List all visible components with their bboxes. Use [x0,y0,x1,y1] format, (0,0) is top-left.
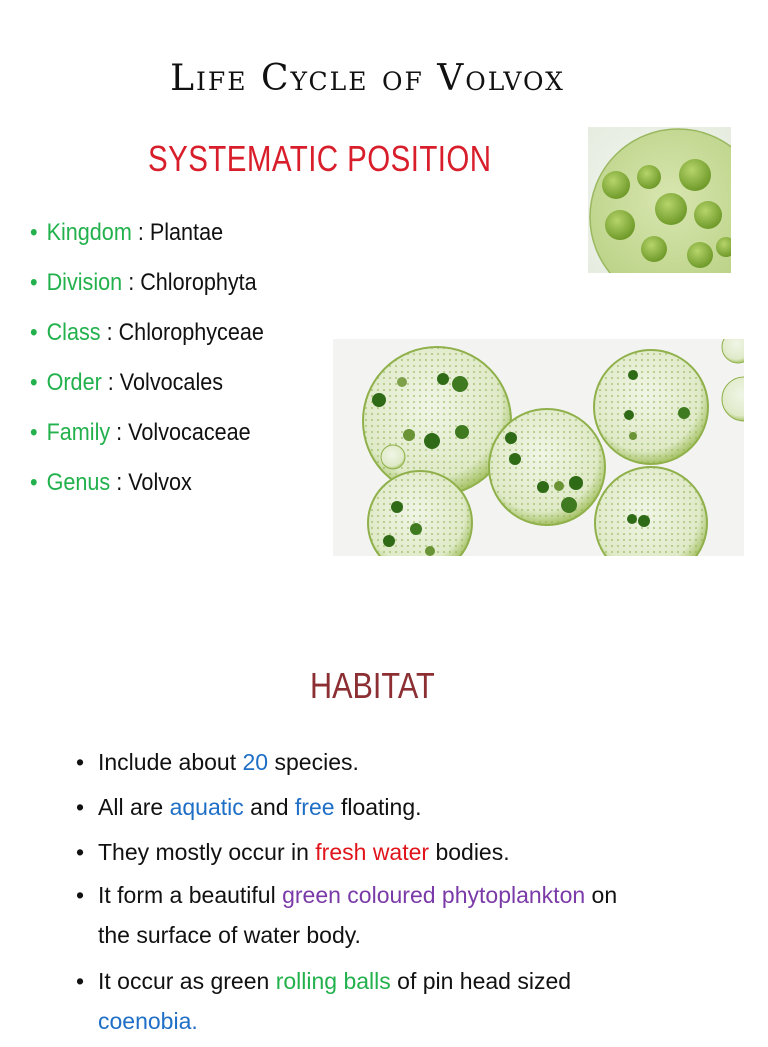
bullet-icon: • [30,369,38,396]
bullet-icon: • [30,219,38,246]
list-item: • Division : Chlorophyta [30,269,257,296]
bullet-icon: • [30,469,38,496]
bullet-icon: • [30,319,38,346]
volvox-photo-small [588,127,731,273]
bullet-icon: • [76,882,85,908]
list-item: • It occur as green rolling balls of pin head sized coenobia. [76,961,686,1041]
bullet-icon: • [30,419,38,446]
systematic-position-heading: SYSTEMATIC POSITION [148,138,492,179]
list-item: • Genus : Volvox [30,469,192,496]
bullet-icon: • [30,269,38,296]
bullet-icon: • [76,839,85,865]
list-item: • Class : Chlorophyceae [30,319,264,346]
habitat-heading: HABITAT [310,665,435,706]
list-item: • Kingdom : Plantae [30,219,224,246]
systematic-list [30,215,290,515]
bullet-icon: • [76,749,85,775]
list-item: • They mostly occur in fresh water bodies. [76,830,686,875]
list-item: • All are aquatic and free floating. [76,785,686,830]
list-item: • Include about 20 species. [76,740,686,785]
list-item: • It form a beautiful green coloured phytoplankton on the surface of water body. [76,875,686,955]
bullet-icon: • [76,794,85,820]
list-item: • Order : Volvocales [30,369,224,396]
volvox-photo-large [333,339,744,556]
habitat-list [76,740,686,1047]
list-item: • Family : Volvocaceae [30,419,251,446]
page-title: Life Cycle of Volvox [170,58,565,99]
bullet-icon: • [76,968,85,994]
